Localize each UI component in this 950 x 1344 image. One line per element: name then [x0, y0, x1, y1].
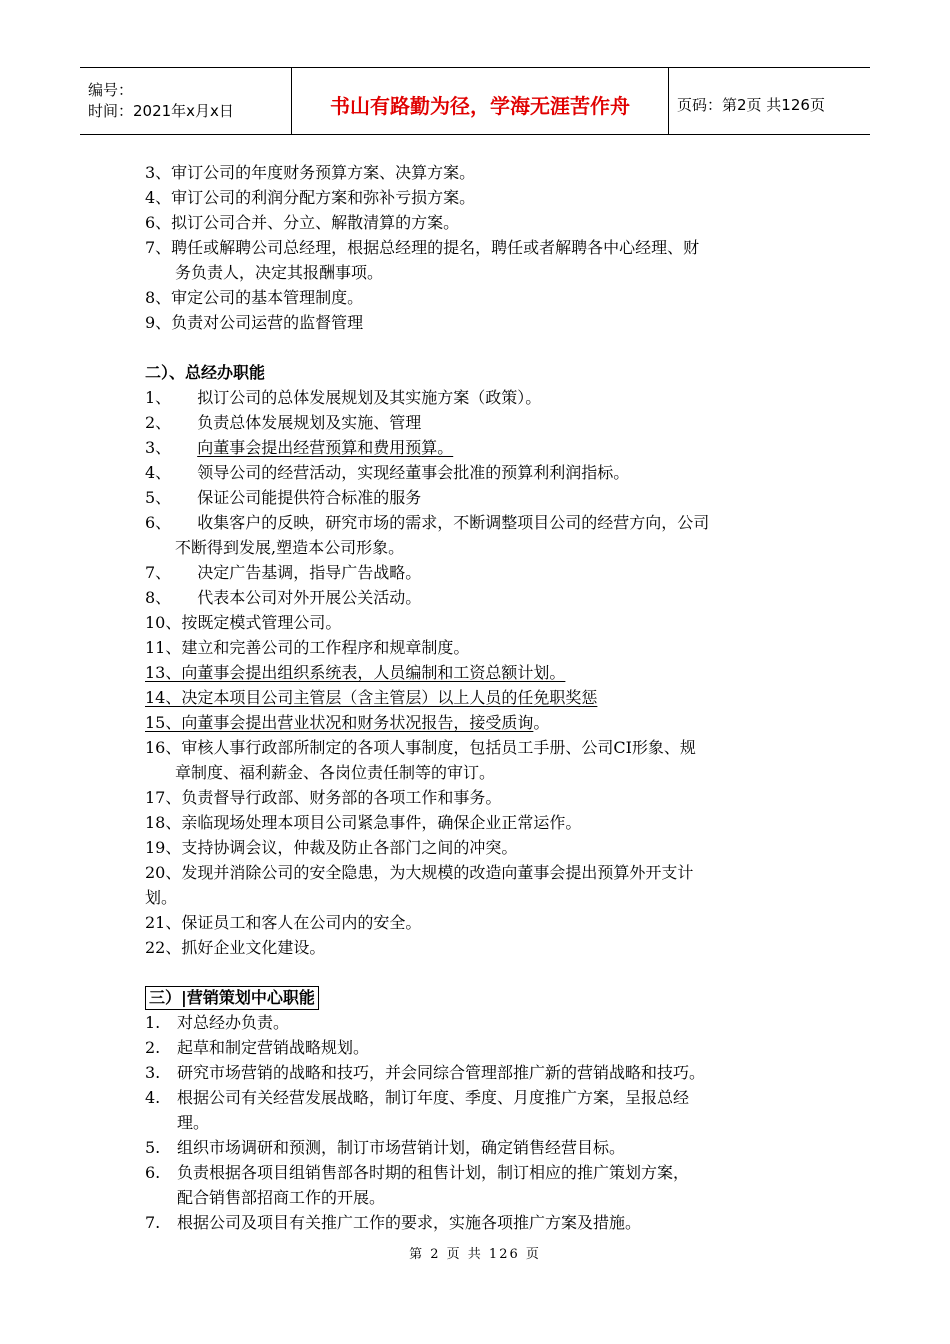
list-item-continuation: 务负责人，决定其报酬事项。	[175, 263, 384, 282]
list-item	[145, 560, 815, 585]
list-text: 根据公司及项目有关推广工作的要求，实施各项推广方案及措施。	[177, 1213, 642, 1232]
header-meta	[80, 68, 292, 135]
list-number: 7、	[145, 563, 172, 582]
list-text: 研究市场营销的战略和技巧，并会同综合管理部推广新的营销战略和技巧。	[177, 1063, 706, 1082]
header-motto: 书山有路勤为径，学海无涯苦作舟	[292, 68, 669, 135]
list-text: 组织市场调研和预测，制订市场营销计划，确定销售经营目标。	[177, 1138, 626, 1157]
list-item: 3、审订公司的年度财务预算方案、决算方案。	[145, 163, 476, 182]
list-item	[145, 460, 815, 485]
list-number: 2.	[145, 1038, 161, 1057]
list-number: 1、	[145, 388, 172, 407]
list-item	[145, 1060, 815, 1085]
list-item-continuation: 章制度、福利薪金、各岗位责任制等的审订。	[175, 763, 496, 782]
document-time-label: 时间：2021年x月x日	[88, 102, 234, 120]
list-item: 20、发现并消除公司的安全隐患，为大规模的改造向董事会提出预算外开支计	[145, 863, 694, 882]
list-item	[145, 1210, 815, 1235]
list-item: 10、按既定模式管理公司。	[145, 613, 342, 632]
list-item	[145, 660, 815, 685]
list-item	[145, 410, 815, 435]
list-item: 6、拟订公司合并、分立、解散清算的方案。	[145, 213, 460, 232]
list-item-continuation: 不断得到发展,塑造本公司形象。	[175, 538, 405, 557]
list-text: 拟订公司的总体发展规划及其实施方案（政策）。	[197, 388, 542, 407]
list-item-continuation: 划。	[145, 888, 178, 907]
page-header	[80, 67, 870, 135]
list-text: 13、向董事会提出组织系统表，人员编制和工资总额计划。	[145, 663, 566, 682]
list-number: 8、	[145, 588, 172, 607]
list-number: 4、	[145, 463, 172, 482]
list-item-continuation: 理。	[177, 1113, 210, 1132]
list-item: 18、亲临现场处理本项目公司紧急事件，确保企业正常运作。	[145, 813, 582, 832]
list-number: 6.	[145, 1163, 161, 1182]
list-item	[145, 385, 815, 410]
header-page-number: 页码：第2页 共126页	[669, 68, 871, 135]
list-number: 6、	[145, 513, 172, 532]
list-number: 2、	[145, 413, 172, 432]
section-heading-marketing: 三）|营销策划中心职能	[145, 986, 319, 1010]
list-item: 21、保证员工和客人在公司内的安全。	[145, 913, 422, 932]
list-text: 保证公司能提供符合标准的服务	[197, 488, 422, 507]
list-item	[145, 1160, 815, 1185]
list-item	[145, 1010, 815, 1035]
list-item	[145, 435, 815, 460]
list-item-continuation: 配合销售部招商工作的开展。	[177, 1188, 386, 1207]
list-item	[145, 1085, 815, 1110]
list-text: 决定广告基调，指导广告战略。	[197, 563, 422, 582]
list-text: 代表本公司对外开展公关活动。	[197, 588, 422, 607]
list-text: 收集客户的反映，研究市场的需求，不断调整项目公司的经营方向，公司	[197, 513, 710, 532]
list-number: 5、	[145, 488, 172, 507]
document-body	[145, 160, 815, 1235]
list-item: 4、审订公司的利润分配方案和弥补亏损方案。	[145, 188, 476, 207]
list-number: 4.	[145, 1088, 161, 1107]
list-number: 3、	[145, 438, 172, 457]
list-item: 7、聘任或解聘公司总经理，根据总经理的提名，聘任或者解聘各中心经理、财	[145, 238, 700, 257]
list-number: 1.	[145, 1013, 161, 1032]
section-heading-general-office: 二）、总经办职能	[145, 363, 266, 382]
list-item: 19、支持协调会议，仲裁及防止各部门之间的冲突。	[145, 838, 518, 857]
list-text: 14、决定本项目公司主管层（含主管层）以上人员的任免职奖惩	[145, 688, 598, 707]
list-text: 根据公司有关经营发展战略，制订年度、季度、月度推广方案，呈报总经	[177, 1088, 690, 1107]
list-item: 8、审定公司的基本管理制度。	[145, 288, 364, 307]
list-item: 16、审核人事行政部所制定的各项人事制度，包括员工手册、公司CI形象、规	[145, 738, 696, 757]
document-code-label: 编号：	[88, 81, 134, 99]
list-item	[145, 710, 815, 735]
list-item: 9、负责对公司运营的监督管理	[145, 313, 364, 332]
list-text-period: 。	[533, 713, 550, 732]
list-text: 起草和制定营销战略规划。	[177, 1038, 370, 1057]
list-text: 15、向董事会提出营业状况和财务状况报告，接受质询	[145, 713, 534, 732]
list-item	[145, 510, 815, 535]
list-number: 5.	[145, 1138, 161, 1157]
list-item	[145, 1035, 815, 1060]
list-item	[145, 585, 815, 610]
list-text: 领导公司的经营活动，实现经董事会批准的预算利利润指标。	[197, 463, 630, 482]
list-number: 7.	[145, 1213, 161, 1232]
list-text: 向董事会提出经营预算和费用预算。	[197, 438, 454, 457]
list-item: 17、负责督导行政部、财务部的各项工作和事务。	[145, 788, 502, 807]
list-text: 对总经办负责。	[177, 1013, 290, 1032]
list-item: 22、抓好企业文化建设。	[145, 938, 326, 957]
list-item: 11、建立和完善公司的工作程序和规章制度。	[145, 638, 470, 657]
list-item	[145, 685, 815, 710]
list-item	[145, 485, 815, 510]
list-text: 负责总体发展规划及实施、管理	[197, 413, 422, 432]
list-number: 3.	[145, 1063, 161, 1082]
list-text: 负责根据各项目组销售部各时期的租售计划，制订相应的推广策划方案，	[177, 1163, 690, 1182]
page-footer: 第 2 页 共 126 页	[409, 1247, 541, 1262]
list-item	[145, 1135, 815, 1160]
